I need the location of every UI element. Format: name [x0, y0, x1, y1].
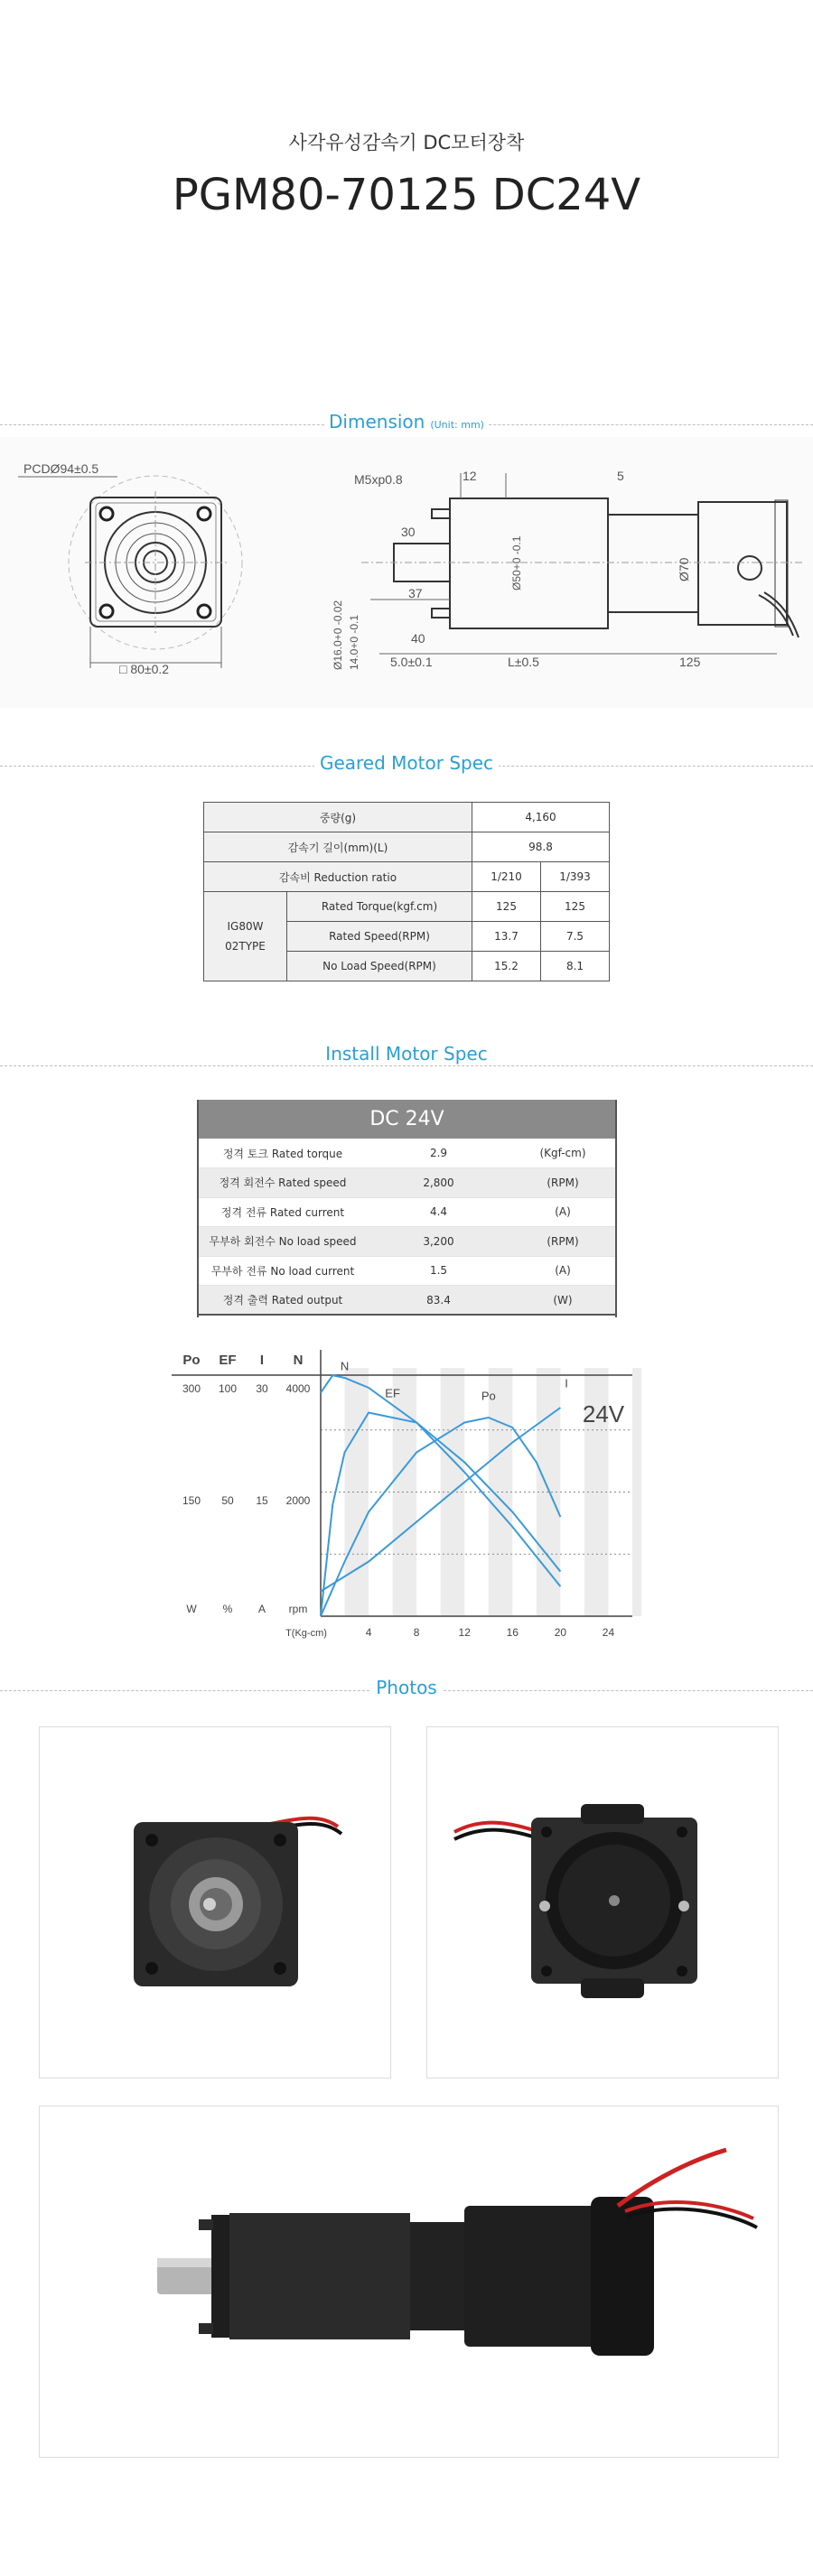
spec-value: 1.5 [369, 1256, 509, 1286]
motor-can [698, 502, 787, 625]
row-value: 125 [472, 892, 541, 922]
photos-heading [0, 1677, 813, 1698]
dimension-drawing [0, 437, 813, 708]
side-label-0: M5xp0.8 [354, 472, 403, 487]
series-label-ef: EF [385, 1386, 400, 1400]
series-label-n: N [340, 1359, 350, 1373]
table-row [204, 803, 610, 832]
row-value: 98.8 [472, 832, 610, 862]
front-label-1: □ 80±0.2 [119, 662, 170, 676]
spec-label: 무부하 회전수 No load speed [197, 1227, 369, 1257]
geared-spec-title: Geared Motor Spec [314, 752, 499, 774]
photo-motor-side [39, 2106, 779, 2458]
side-label-5: Ø70 [677, 557, 691, 581]
row-value: 7.5 [541, 922, 610, 952]
side-label-6: 37 [408, 586, 423, 600]
photos-title: Photos [370, 1677, 442, 1698]
motor-side-image [40, 2106, 778, 2457]
spec-unit: (RPM) [509, 1227, 617, 1257]
side-label-8: 14.0+0 -0.1 [348, 614, 360, 670]
row-value: 1/210 [472, 862, 541, 892]
row-value: 125 [541, 892, 610, 922]
spec-value: 2,800 [369, 1168, 509, 1198]
row-label: 감속기 길이(mm)(L) [204, 832, 472, 862]
front-view [18, 461, 242, 676]
row-label: Rated Speed(RPM) [287, 922, 472, 952]
x-tick-label: 4 [365, 1626, 372, 1639]
performance-chart [172, 1350, 641, 1648]
group-label-2: 02TYPE [225, 940, 266, 953]
x-tick-label: 12 [458, 1626, 471, 1639]
spec-unit: (Kgf-cm) [509, 1139, 617, 1168]
chart-title: 24V [582, 1400, 625, 1427]
axis-mid-value: 50 [221, 1494, 234, 1507]
table-row [197, 1256, 617, 1286]
axis-unit: % [222, 1603, 233, 1615]
photo-motor-back [426, 1726, 779, 2078]
series-label-i: I [565, 1376, 568, 1390]
axis-top-value: 30 [256, 1382, 268, 1395]
table-row [197, 1168, 617, 1198]
axis-header: N [293, 1353, 304, 1368]
side-label-12: 125 [679, 655, 701, 669]
group-label [204, 892, 287, 981]
geared-spec-table [203, 802, 610, 981]
axis-mid-value: 150 [182, 1494, 201, 1507]
spec-value: 2.9 [369, 1139, 509, 1168]
axis-header: I [259, 1353, 265, 1368]
row-value: 15.2 [472, 952, 541, 981]
table-head [197, 1100, 617, 1139]
side-label-1: 12 [463, 469, 477, 483]
spec-unit: (A) [509, 1256, 617, 1286]
table-row [204, 832, 610, 862]
motor-back-image [427, 1727, 778, 2078]
axis-top-value: 100 [218, 1382, 238, 1395]
row-value: 8.1 [541, 952, 610, 981]
voltage-header: DC 24V [197, 1100, 617, 1139]
photo-motor-front [39, 1726, 391, 2078]
row-label: 감속비 Reduction ratio [204, 862, 472, 892]
side-label-10: 5.0±0.1 [390, 655, 433, 669]
side-label-3: 30 [401, 525, 416, 539]
install-spec-heading [0, 1043, 813, 1065]
spec-unit: (A) [509, 1197, 617, 1227]
spec-label: 정격 출력 Rated output [197, 1286, 369, 1316]
row-value: 1/393 [541, 862, 610, 892]
axis-mid-value: 15 [256, 1494, 268, 1507]
side-label-9: 40 [411, 631, 425, 646]
axis-unit: W [186, 1603, 197, 1615]
chart-band [393, 1368, 417, 1616]
side-label-4: Ø50+0 -0.1 [510, 535, 523, 591]
axis-unit: rpm [288, 1603, 308, 1615]
row-label: 중량(g) [204, 803, 472, 832]
chart-band [632, 1368, 641, 1616]
axis-mid-value: 2000 [285, 1494, 311, 1507]
group-label-1: IG80W [227, 920, 264, 933]
row-label: Rated Torque(kgf.cm) [287, 892, 472, 922]
axis-header: EF [219, 1353, 237, 1368]
table-row [197, 1139, 617, 1168]
side-label-7: Ø16.0+0 -0.02 [332, 600, 344, 670]
product-title: PGM80-70125 DC24V [172, 170, 641, 220]
axis-top-value: 300 [182, 1382, 201, 1395]
table-row [197, 1227, 617, 1257]
install-spec-table [197, 1100, 617, 1316]
x-tick-label: 16 [506, 1626, 519, 1639]
side-label-11: L±0.5 [508, 655, 539, 669]
spec-label: 정격 전류 Rated current [197, 1197, 369, 1227]
spec-value: 83.4 [369, 1286, 509, 1316]
spec-value: 4.4 [369, 1197, 509, 1227]
side-view [332, 469, 804, 670]
table-row [197, 1286, 617, 1316]
spec-label: 무부하 전류 No load current [197, 1256, 369, 1286]
x-tick-label: 24 [602, 1626, 615, 1639]
spec-value: 3,200 [369, 1227, 509, 1257]
x-tick-label: 8 [413, 1626, 420, 1639]
x-axis-label: T(Kg-cm) [285, 1628, 327, 1639]
spec-label: 정격 회전수 Rated speed [197, 1168, 369, 1198]
spec-unit: (RPM) [509, 1168, 617, 1198]
table-row [197, 1197, 617, 1227]
dimension-heading [0, 411, 813, 432]
row-value: 4,160 [472, 803, 610, 832]
geared-spec-heading [0, 752, 813, 774]
row-label: No Load Speed(RPM) [287, 952, 472, 981]
motor-front-image [40, 1727, 390, 2078]
product-subtitle: 사각유성감속기 DC모터장착 [288, 132, 525, 153]
divider [0, 1065, 813, 1066]
spec-label: 정격 토크 Rated torque [197, 1139, 369, 1168]
gearbox-body [450, 498, 608, 628]
series-label-po: Po [481, 1389, 496, 1403]
axis-top-value: 4000 [285, 1382, 311, 1395]
front-label-0: PCDØ94±0.5 [23, 461, 99, 476]
install-spec-title: Install Motor Spec [320, 1043, 492, 1065]
side-label-2: 5 [617, 469, 624, 483]
x-tick-label: 20 [554, 1626, 567, 1639]
table-row [204, 862, 610, 892]
axis-unit: A [257, 1603, 266, 1615]
dimension-title: Dimension [325, 411, 428, 432]
table-row [204, 892, 610, 922]
dimension-unit: (Unit: mm) [428, 419, 488, 431]
row-value: 13.7 [472, 922, 541, 952]
axis-header: Po [182, 1353, 201, 1368]
spec-unit: (W) [509, 1286, 617, 1316]
